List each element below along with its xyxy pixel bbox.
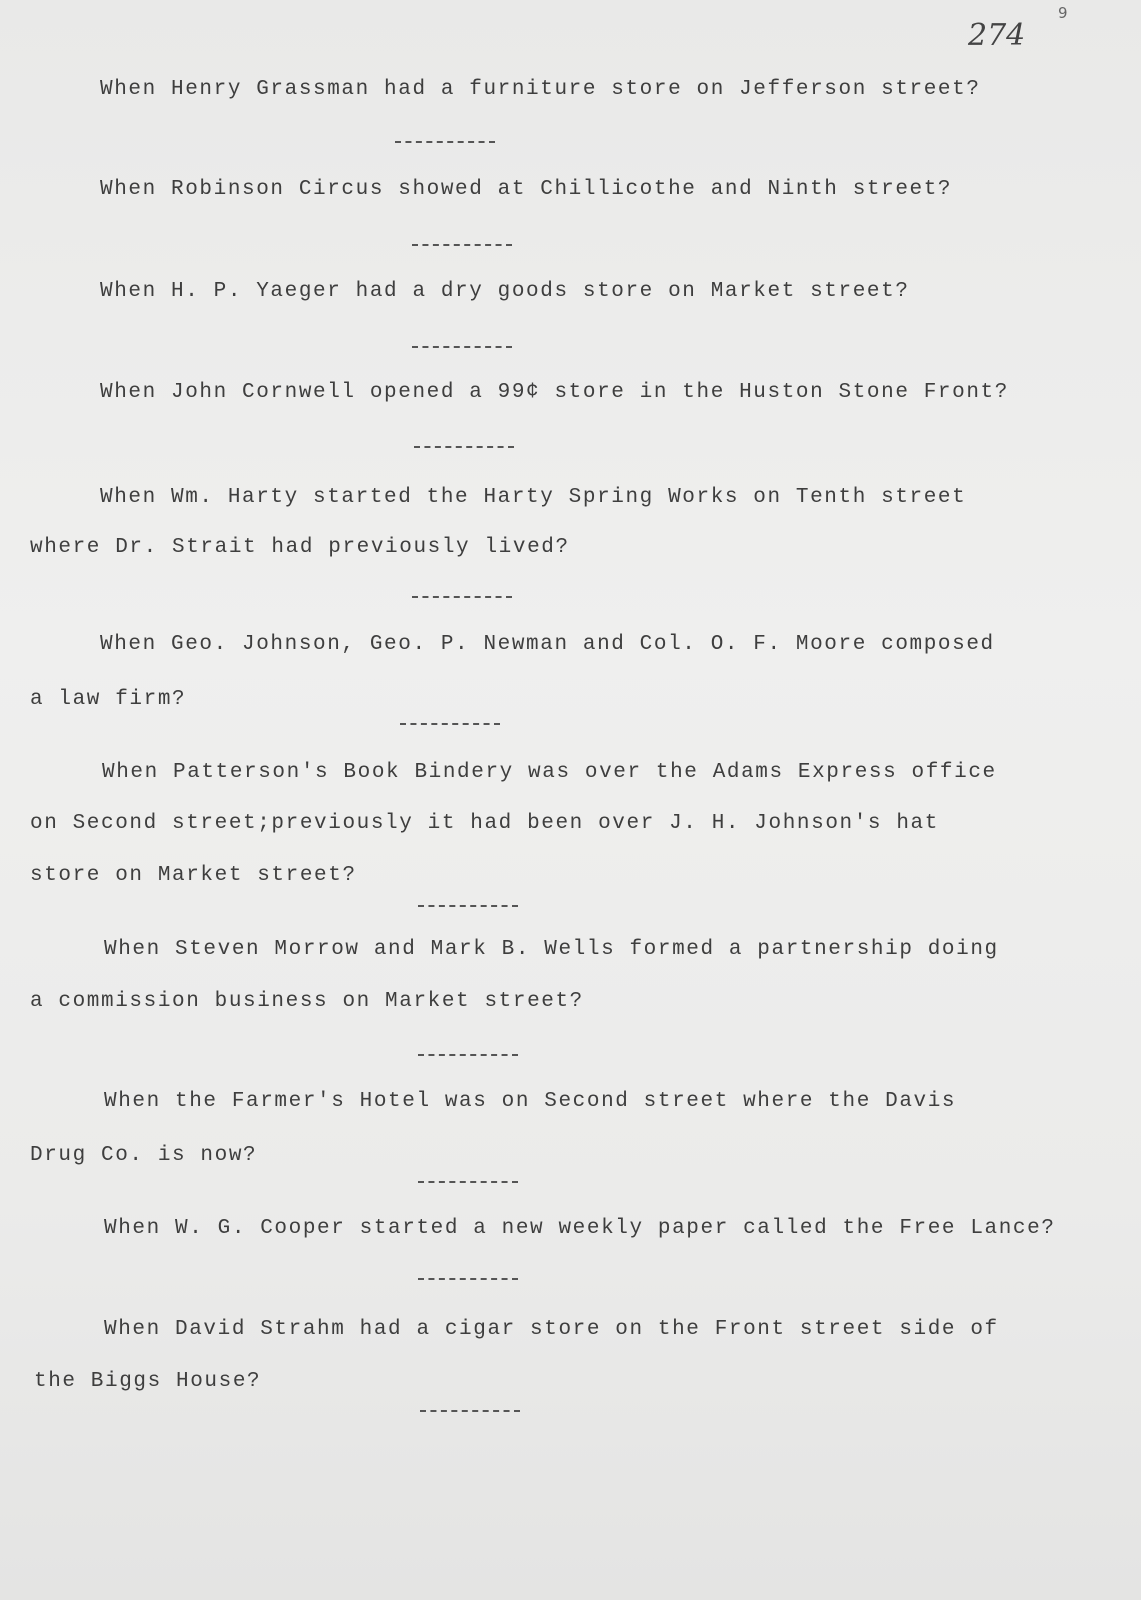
entry-line: a law firm? bbox=[30, 688, 187, 711]
entry-line: When Steven Morrow and Mark B. Wells formed a partnership doing bbox=[104, 938, 999, 961]
separator bbox=[418, 1278, 518, 1280]
entry-line: on Second street;previously it had been over J. H. Johnson's hat bbox=[30, 812, 939, 835]
separator bbox=[412, 244, 512, 246]
entry-line: When Geo. Johnson, Geo. P. Newman and Col. O. F. Moore composed bbox=[100, 633, 995, 656]
separator bbox=[418, 1181, 518, 1183]
entry-line: When Henry Grassman had a furniture store on Jefferson street? bbox=[100, 78, 981, 101]
entry-line: When the Farmer's Hotel was on Second street where the Davis bbox=[104, 1090, 957, 1113]
separator bbox=[418, 905, 518, 907]
entry-line: the Biggs House? bbox=[34, 1370, 262, 1393]
entry-line: When W. G. Cooper started a new weekly paper called the Free Lance? bbox=[104, 1217, 1056, 1240]
separator bbox=[420, 1410, 520, 1412]
separator bbox=[412, 346, 512, 348]
separator bbox=[414, 446, 514, 448]
separator bbox=[400, 723, 500, 725]
entry-line: When Wm. Harty started the Harty Spring Works on Tenth street bbox=[100, 486, 967, 509]
page-number: 9 bbox=[1058, 4, 1068, 22]
separator bbox=[412, 596, 512, 598]
handwritten-page-number: 274 bbox=[968, 18, 1026, 53]
separator bbox=[418, 1054, 518, 1056]
separator bbox=[395, 141, 495, 143]
entry-line: Drug Co. is now? bbox=[30, 1144, 258, 1167]
entry-line: When John Cornwell opened a 99¢ store in the Huston Stone Front? bbox=[100, 381, 1009, 404]
entry-line: a commission business on Market street? bbox=[30, 990, 584, 1013]
entry-line: When David Strahm had a cigar store on the Front street side of bbox=[104, 1318, 999, 1341]
entry-line: When Patterson's Book Bindery was over the Adams Express office bbox=[102, 761, 997, 784]
entry-line: where Dr. Strait had previously lived? bbox=[30, 536, 570, 559]
entry-line: When H. P. Yaeger had a dry goods store on Market street? bbox=[100, 280, 910, 303]
entry-line: When Robinson Circus showed at Chillicothe and Ninth street? bbox=[100, 178, 953, 201]
entry-line: store on Market street? bbox=[30, 864, 357, 887]
